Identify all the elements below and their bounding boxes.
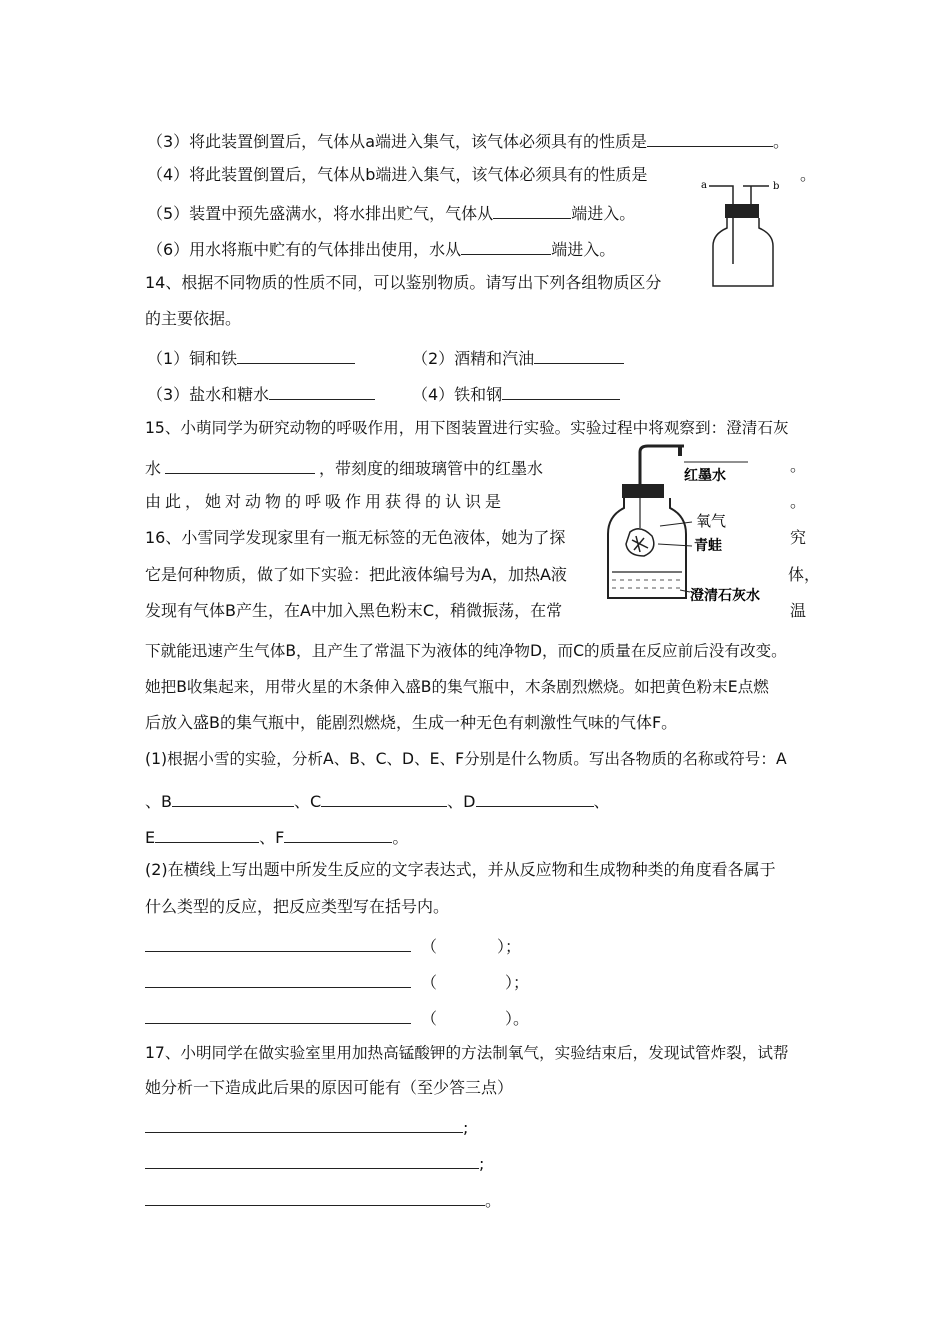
q16-line1: 16、小雪同学发现家里有一瓶无标签的无色液体，她为了探 [145, 528, 566, 547]
q15-line2-end: 。 [790, 456, 807, 475]
q15-line3: 由此，她对动物的呼吸作用获得的认识是 [145, 492, 506, 511]
q16-line4: 下就能迅速产生气体B，且产生了常温下为液体的纯净物D，而C的质量在反应前后没有改变。 [145, 642, 787, 660]
reaction-equation-blank[interactable] [145, 933, 411, 952]
q15-line3-end: 。 [790, 492, 807, 511]
oxygen-label: 氧气 [696, 512, 727, 530]
answer-blank-c[interactable] [321, 788, 447, 807]
q16-line1-end: 究 [790, 528, 807, 547]
q17-line1: 17、小明同学在做实验室里用加热高锰酸钾的方法制氧气，实验结束后，发现试管炸裂，试帮 [145, 1044, 789, 1062]
answer-blank[interactable] [145, 1150, 479, 1169]
q15-line1: 15、小萌同学为研究动物的呼吸作用，用下图装置进行实验。实验过程中将观察到：澄清石灰 [145, 419, 789, 437]
q17-answer-2: ; [145, 1150, 484, 1175]
q16-line3-end: 温 [790, 601, 807, 620]
reaction-equation-blank[interactable] [145, 969, 411, 988]
limewater-label: 澄清石灰水 [690, 588, 760, 604]
q14-item1: （1）铜和铁 [147, 345, 355, 370]
q15-line2: 水 ，带刻度的细玻璃管中的红墨水 [145, 455, 543, 480]
q16-line3: 发现有气体B产生，在A中加入黑色粉末C，稍微振荡，在常 [145, 601, 563, 620]
answer-blank[interactable] [502, 381, 620, 400]
reaction-line-2: （ ）； [145, 969, 529, 994]
q13-part5: （5）装置中预先盛满水，将水排出贮气，气体从 端进入。 [147, 200, 635, 225]
port-b-label: b [773, 181, 780, 192]
q16-line2: 它是何种物质，做了如下实验：把此液体编号为A，加热A液 [145, 565, 567, 584]
answer-blank[interactable] [145, 1114, 463, 1133]
answer-blank[interactable] [269, 381, 375, 400]
red-ink-label: 红墨水 [684, 468, 726, 484]
q16-sub1-line1: (1)根据小雪的实验，分析A、B、C、D、E、F分别是什么物质。写出各物质的名称或符号：A [145, 750, 787, 768]
q16-line6: 后放入盛B的集气瓶中，能剧烈燃烧，生成一种无色有刺激性气味的气体F。 [145, 713, 678, 732]
gas-bottle-figure [695, 176, 795, 291]
q13-part3: （3）将此装置倒置后，气体从a端进入集气，该气体必须具有的性质是 。 [147, 128, 789, 153]
answer-blank-e[interactable] [155, 824, 259, 843]
q14-stem-line2: 的主要依据。 [145, 309, 242, 328]
answer-blank-d[interactable] [476, 788, 594, 807]
port-a-label: a [701, 180, 707, 191]
q14-item2: （2）酒精和汽油 [412, 345, 624, 370]
q16-sub2-line1: (2)在横线上写出题中所发生反应的文字表达式，并从反应物和生成物种类的角度看各属于 [145, 860, 776, 879]
answer-blank[interactable] [461, 236, 551, 255]
q14-stem-line1: 14、根据不同物质的性质不同，可以鉴别物质。请写出下列各组物质区分 [145, 273, 662, 292]
answer-blank[interactable] [647, 128, 773, 147]
q16-sub1-line2: 、B 、C 、D 、 [145, 788, 610, 813]
answer-blank-b[interactable] [172, 788, 294, 807]
q16-sub2-line2: 什么类型的反应，把反应类型写在括号内。 [145, 897, 450, 916]
q17-answer-3: 。 [145, 1187, 501, 1212]
q16-sub1-line3: E 、F 。 [145, 824, 408, 849]
q17-answer-1: ; [145, 1114, 468, 1139]
q16-line5: 她把B收集起来，用带火星的木条伸入盛B的集气瓶中，木条剧烈燃烧。如把黄色粉末E点燃 [145, 678, 769, 696]
q13-part4-end: 。 [800, 165, 817, 184]
q14-item4: （4）铁和钢 [412, 381, 620, 406]
reaction-line-3: （ ）。 [145, 1005, 529, 1030]
answer-blank[interactable] [534, 345, 624, 364]
frog-label: 青蛙 [694, 538, 722, 554]
answer-blank[interactable] [493, 200, 571, 219]
q17-line2: 她分析一下造成此后果的原因可能有（至少答三点） [145, 1078, 514, 1097]
answer-blank[interactable] [145, 1187, 485, 1206]
reaction-line-1: （ ）； [145, 933, 521, 958]
answer-blank[interactable] [165, 455, 315, 474]
q16-line2-end: 体， [788, 565, 821, 584]
answer-blank-f[interactable] [284, 824, 392, 843]
respiration-apparatus-figure [600, 440, 775, 612]
answer-blank[interactable] [237, 345, 355, 364]
q13-part4: （4）将此装置倒置后，气体从b端进入集气，该气体必须具有的性质是 [147, 165, 648, 184]
q13-part6: （6）用水将瓶中贮有的气体排出使用，水从 端进入。 [147, 236, 615, 261]
q14-item3: （3）盐水和糖水 [147, 381, 375, 406]
reaction-equation-blank[interactable] [145, 1005, 411, 1024]
